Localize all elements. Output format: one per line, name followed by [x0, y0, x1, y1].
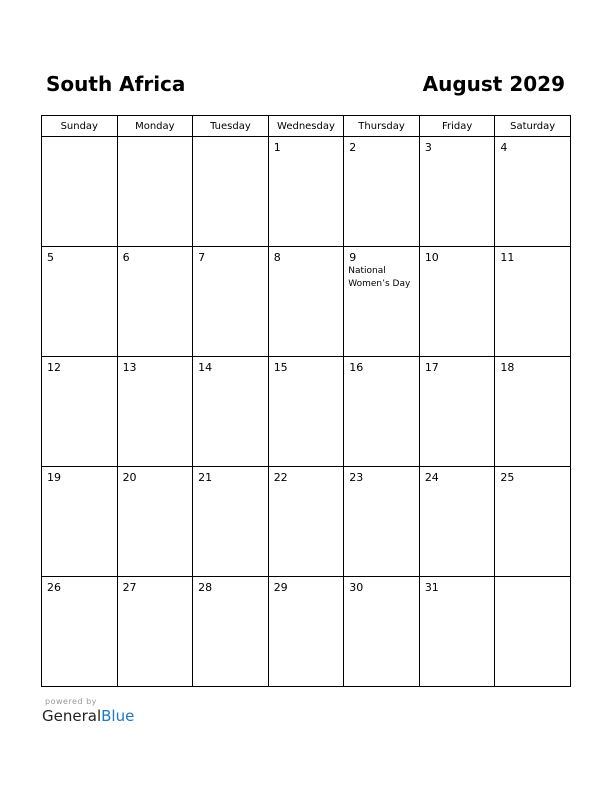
day-number: 11 — [500, 251, 515, 264]
day-cell — [193, 357, 269, 467]
brand-general-text: General — [42, 707, 102, 725]
country-title: South Africa — [46, 72, 186, 96]
week-row — [42, 357, 571, 467]
day-number: 3 — [424, 141, 432, 154]
brand-wordmark — [42, 707, 134, 725]
day-number: 18 — [500, 361, 515, 374]
day-cell — [419, 247, 495, 357]
day-number: 22 — [273, 471, 288, 484]
day-cell — [344, 467, 420, 577]
day-cell — [268, 467, 344, 577]
day-number: 19 — [47, 471, 61, 484]
day-number: 8 — [273, 251, 281, 264]
day-number: 26 — [47, 581, 61, 594]
day-number — [193, 137, 268, 141]
day-number: 2 — [349, 141, 357, 154]
day-cell — [42, 577, 118, 687]
day-cell — [117, 357, 193, 467]
day-cell — [42, 247, 118, 357]
week-row — [42, 137, 571, 247]
day-cell — [268, 577, 344, 687]
day-cell — [193, 247, 269, 357]
day-number: 27 — [122, 581, 137, 594]
day-number: 25 — [500, 471, 515, 484]
weekday-header: Monday — [117, 116, 193, 137]
day-cell — [344, 577, 420, 687]
brand-blue-text: Blue — [101, 707, 135, 725]
day-number: 10 — [424, 251, 439, 264]
week-row — [42, 577, 571, 687]
day-cell — [42, 137, 118, 247]
day-number: 7 — [198, 251, 206, 264]
day-cell — [419, 577, 495, 687]
weekday-header: Tuesday — [193, 116, 269, 137]
day-cell — [117, 577, 193, 687]
day-number — [42, 137, 117, 141]
weekday-header-row — [42, 116, 571, 137]
day-cell — [344, 247, 420, 357]
day-cell — [495, 247, 571, 357]
day-number: 28 — [198, 581, 213, 594]
day-cell — [419, 357, 495, 467]
day-number: 23 — [349, 471, 364, 484]
day-cell — [495, 357, 571, 467]
weekday-header: Saturday — [495, 116, 571, 137]
day-number — [495, 577, 570, 581]
powered-by-text: powered by — [45, 697, 97, 706]
day-cell — [117, 137, 193, 247]
day-cell — [117, 467, 193, 577]
day-number: 12 — [47, 361, 61, 374]
day-cell — [193, 467, 269, 577]
day-cell — [193, 577, 269, 687]
week-row — [42, 247, 571, 357]
day-cell — [268, 247, 344, 357]
generalblue-logo[interactable] — [42, 697, 134, 725]
day-number: 20 — [122, 471, 137, 484]
day-number: 17 — [424, 361, 439, 374]
day-number — [118, 137, 193, 141]
day-cell — [495, 467, 571, 577]
day-cell — [42, 357, 118, 467]
day-cell — [344, 357, 420, 467]
day-number: 14 — [198, 361, 213, 374]
day-number: 9 — [349, 251, 357, 264]
day-cell — [117, 247, 193, 357]
day-cell — [193, 137, 269, 247]
day-cell — [419, 467, 495, 577]
day-number: 4 — [500, 141, 508, 154]
day-number: 15 — [273, 361, 288, 374]
day-number: 16 — [349, 361, 364, 374]
day-cell — [495, 577, 571, 687]
weekday-header: Friday — [419, 116, 495, 137]
weekday-header: Thursday — [344, 116, 420, 137]
day-number: 6 — [122, 251, 130, 264]
day-cell — [344, 137, 420, 247]
day-number: 30 — [349, 581, 364, 594]
month-year-title: August 2029 — [422, 72, 565, 96]
day-number: 1 — [273, 141, 281, 154]
day-number: 5 — [47, 251, 54, 264]
day-number: 29 — [273, 581, 288, 594]
week-row — [42, 467, 571, 577]
day-cell — [268, 357, 344, 467]
calendar-grid — [41, 115, 571, 687]
weekday-header: Wednesday — [268, 116, 344, 137]
day-number: 31 — [424, 581, 439, 594]
day-cell — [42, 467, 118, 577]
day-number: 24 — [424, 471, 439, 484]
day-cell — [268, 137, 344, 247]
day-cell — [419, 137, 495, 247]
day-cell — [495, 137, 571, 247]
day-number: 13 — [122, 361, 137, 374]
day-number: 21 — [198, 471, 213, 484]
holiday-label: National Women’s Day — [348, 266, 411, 289]
weekday-header: Sunday — [42, 116, 118, 137]
